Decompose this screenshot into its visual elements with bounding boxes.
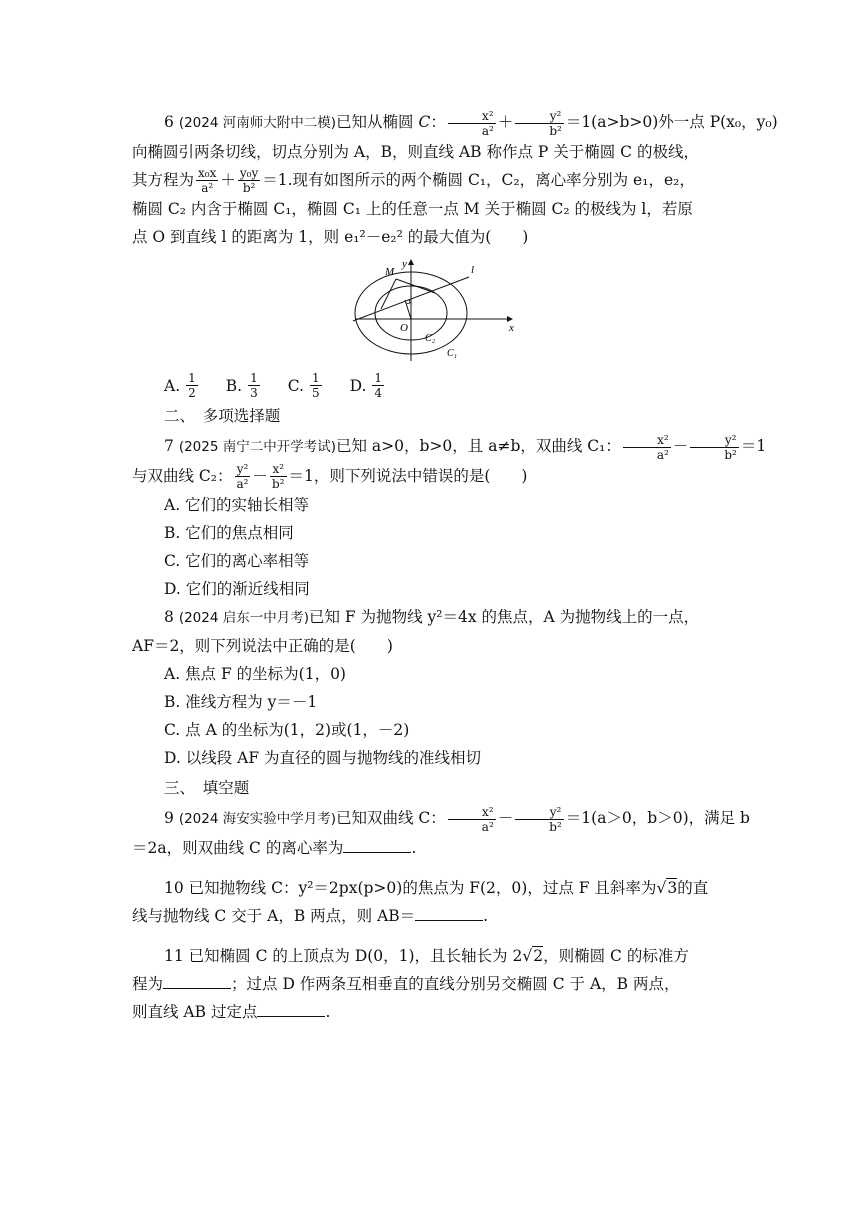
q6-colon: ： bbox=[430, 113, 446, 131]
q9-frac-1 bbox=[448, 805, 496, 834]
label-m: M bbox=[385, 266, 395, 278]
q6-condition: ＝1(a>b>0)外一点 bbox=[565, 113, 710, 131]
q9-minus: － bbox=[497, 809, 514, 827]
q6-text-1: 已知从椭圆 bbox=[336, 113, 419, 131]
q11-line-2-post: ；过点 D 作两条互相垂直的直线分别另交椭圆 C 于 A，B 两点， bbox=[231, 974, 680, 993]
choice-letter: D. bbox=[349, 376, 367, 395]
question-7 bbox=[132, 432, 767, 462]
q9-frac-2-num: y² bbox=[515, 805, 564, 820]
q7-frac-1 bbox=[623, 433, 671, 462]
q6-number: 6 bbox=[164, 113, 174, 131]
q11-text-1: 已知椭圆 C 的上顶点为 D(0，1)，且长轴长为 2 bbox=[188, 946, 523, 965]
q9-frac-1-num: x² bbox=[448, 805, 496, 820]
q9-line-2-text: ＝2a，则双曲线 C 的离心率为 bbox=[132, 838, 344, 857]
q11-answer-blank-2[interactable] bbox=[257, 1000, 325, 1017]
q6-polar-plus: ＋ bbox=[220, 170, 236, 189]
choice-letter: C. bbox=[287, 376, 304, 395]
q8-line-2: AF＝2，则下列说法中正确的是( ) bbox=[132, 637, 393, 655]
tangent-1 bbox=[381, 279, 396, 309]
choice-frac bbox=[186, 371, 198, 400]
q7-frac-3-num: y² bbox=[235, 462, 251, 477]
q9-text-2: ＝1(a＞0，b＞0)，满足 b bbox=[565, 809, 750, 827]
q7-line-2 bbox=[132, 462, 732, 492]
q6-line-2: 向椭圆引两条切线，切点分别为 A，B，则直线 AB 称作点 P 关于椭圆 C 的极线， bbox=[132, 142, 699, 161]
q6-choice-a[interactable] bbox=[164, 371, 200, 400]
label-o: O bbox=[400, 322, 408, 334]
q7-option-b[interactable]: B. 它们的焦点相同 bbox=[164, 524, 294, 542]
q8-option-d[interactable]: D. 以线段 AF 为直径的圆与抛物线的准线相切 bbox=[164, 749, 482, 767]
q7-number: 7 bbox=[164, 437, 174, 455]
q6-frac-y-den: b² bbox=[549, 123, 562, 138]
q10-number: 10 bbox=[164, 878, 184, 897]
choice-letter: B. bbox=[225, 376, 243, 395]
q10-text-1: 已知抛物线 C：y²＝2px(p>0)的焦点为 F(2，0)，过点 F 且斜率为 bbox=[188, 878, 657, 897]
q7-option-d[interactable]: D. 它们的渐近线相同 bbox=[164, 580, 310, 598]
q7-frac-3-den: a² bbox=[236, 477, 249, 491]
q6-frac-x bbox=[448, 109, 496, 138]
q7-minus-1: － bbox=[672, 437, 689, 455]
question-10: 10 已知抛物线 C：y²＝2px(p>0)的焦点为 F(2，0)，过点 F 且斜率为√3的直 bbox=[164, 878, 709, 897]
q7-frac-4-den: b² bbox=[272, 477, 285, 491]
q11-line-3-text: 则直线 AB 过定点 bbox=[132, 1002, 258, 1021]
q6-choices bbox=[132, 371, 732, 400]
q6-polar-num-2: y₀y bbox=[239, 166, 259, 180]
choice-frac bbox=[248, 371, 260, 400]
q6-line-4: 椭圆 C₂ 内含于椭圆 C₁，椭圆 C₁ 上的任意一点 M 关于椭圆 C₂ 的极线为 l，若原 bbox=[132, 200, 693, 218]
choice-den: 4 bbox=[374, 386, 383, 400]
q6-polar-den-2: b² bbox=[242, 181, 256, 195]
q7-frac-2 bbox=[690, 433, 739, 462]
question-6 bbox=[132, 108, 778, 138]
q7-frac-1-den: a² bbox=[656, 447, 669, 462]
q8-option-a[interactable]: A. 焦点 F 的坐标为(1，0) bbox=[164, 665, 346, 683]
q6-line-3 bbox=[132, 166, 732, 196]
q6-frac-x-num: x² bbox=[448, 109, 496, 124]
choice-den: 5 bbox=[311, 386, 320, 400]
q6-choice-c[interactable] bbox=[288, 371, 324, 400]
question-8 bbox=[132, 603, 732, 632]
q6-polar-num-1: x₀x bbox=[198, 166, 217, 180]
q11-sqrt-value: 2 bbox=[533, 946, 544, 965]
q9-number: 9 bbox=[164, 809, 174, 827]
q8-source: (2024 启东一中月考) bbox=[178, 610, 309, 626]
tangent-2 bbox=[396, 279, 435, 293]
label-c2: C₂ bbox=[425, 333, 436, 344]
q6-choice-b[interactable] bbox=[226, 371, 262, 400]
section-fill-in: 三、 填空题 bbox=[164, 779, 250, 797]
q7-eq: ＝1 bbox=[740, 437, 767, 455]
y-axis-arrow bbox=[408, 259, 414, 265]
q6-polar-den-1: a² bbox=[201, 181, 214, 195]
q11-number: 11 bbox=[164, 946, 184, 965]
q6-polar-frac-2 bbox=[238, 166, 260, 195]
q9-line-2 bbox=[132, 834, 732, 862]
q7-frac-1-num: x² bbox=[623, 433, 671, 448]
q11-text-2: ，则椭圆 C 的标准方 bbox=[543, 946, 689, 965]
choice-frac bbox=[372, 371, 384, 400]
question-9 bbox=[132, 804, 750, 834]
q9-frac-1-den: a² bbox=[481, 819, 494, 834]
q6-line-1 bbox=[132, 108, 778, 138]
choice-num: 1 bbox=[374, 371, 383, 385]
q7-frac-4-num: x² bbox=[270, 462, 287, 477]
q7-frac-4 bbox=[270, 462, 287, 491]
q9-line-2-end: . bbox=[411, 838, 417, 857]
label-y: y bbox=[402, 258, 407, 270]
choice-den: 3 bbox=[250, 386, 258, 400]
q9-text-1: 已知双曲线 C： bbox=[336, 809, 446, 827]
q6-plus: ＋ bbox=[497, 113, 514, 131]
q7-source: (2025 南宁二中开学考试) bbox=[178, 439, 336, 455]
q11-line-3 bbox=[132, 998, 732, 1026]
choice-den: 2 bbox=[188, 386, 196, 400]
label-x: x bbox=[509, 322, 514, 334]
worksheet-page bbox=[132, 108, 778, 1026]
q10-line-2 bbox=[132, 902, 732, 930]
q11-line-2-pre: 程为 bbox=[132, 974, 164, 993]
q6-source: (2024 河南师大附中二模) bbox=[178, 115, 336, 131]
q6-polar-frac-1 bbox=[196, 166, 218, 195]
q7-line-2-post: ＝1，则下列说法中错误的是( ) bbox=[288, 466, 528, 485]
q6-ellipse-var: C bbox=[418, 113, 431, 131]
q10-line-2-end: . bbox=[483, 906, 489, 925]
q7-frac-3 bbox=[235, 462, 251, 491]
q6-choice-d[interactable] bbox=[350, 371, 386, 400]
choice-num: 1 bbox=[188, 371, 196, 385]
q9-frac-2-den: b² bbox=[549, 819, 562, 834]
section-multiple-choice: 二、 多项选择题 bbox=[164, 407, 281, 425]
q9-frac-2 bbox=[515, 805, 564, 834]
q11-answer-blank-1[interactable] bbox=[163, 972, 231, 989]
q7-option-c[interactable]: C. 它们的离心率相等 bbox=[164, 552, 310, 570]
q6-frac-x-den: a² bbox=[481, 123, 494, 138]
label-l: l bbox=[471, 264, 475, 276]
q8-number: 8 bbox=[164, 608, 174, 626]
q9-source: (2024 海安实验中学月考) bbox=[178, 811, 336, 827]
choice-letter: A. bbox=[164, 376, 181, 395]
choice-num: 1 bbox=[250, 371, 258, 385]
q9-line-1 bbox=[132, 804, 750, 834]
q10-text-2: 的直 bbox=[677, 878, 709, 897]
choice-frac bbox=[310, 371, 322, 400]
q8-line-1: 已知 F 为抛物线 y²＝4x 的焦点，A 为抛物线上的一点， bbox=[309, 608, 700, 626]
q7-frac-2-den: b² bbox=[724, 447, 737, 462]
q6-line-3-post: ＝1.现有如图所示的两个椭圆 C₁，C₂，离心率分别为 e₁，e₂， bbox=[262, 170, 695, 189]
q7-line-1 bbox=[132, 432, 767, 462]
q7-line-2-pre: 与双曲线 C₂： bbox=[132, 466, 233, 485]
q6-frac-y-num: y² bbox=[515, 109, 564, 124]
q10-sqrt-value: 3 bbox=[667, 878, 678, 897]
q6-point: P(x₀，y₀) bbox=[709, 113, 778, 131]
q6-line-3-pre: 其方程为 bbox=[132, 170, 195, 189]
label-c1: C₁ bbox=[447, 348, 458, 359]
q9-answer-blank[interactable] bbox=[343, 836, 411, 853]
q8-option-b[interactable]: B. 准线方程为 y＝－1 bbox=[164, 693, 318, 711]
q6-line-5: 点 O 到直线 l 的距离为 1，则 e₁²－e₂² 的最大值为( ) bbox=[132, 228, 529, 246]
q7-frac-2-num: y² bbox=[690, 433, 739, 448]
q7-text-1: 已知 a>0，b>0，且 a≠b，双曲线 C₁： bbox=[336, 437, 621, 455]
q8-option-c[interactable]: C. 点 A 的坐标为(1，2)或(1，－2) bbox=[164, 721, 410, 739]
q11-line-2 bbox=[132, 970, 732, 998]
ellipse-figure bbox=[347, 257, 517, 367]
q6-frac-y bbox=[515, 109, 564, 138]
choice-num: 1 bbox=[311, 371, 320, 385]
q7-option-a[interactable]: A. 它们的实轴长相等 bbox=[164, 496, 310, 514]
q10-line-2-text: 线与抛物线 C 交于 A，B 两点，则 AB＝ bbox=[132, 906, 416, 925]
q11-line-3-end: . bbox=[325, 1002, 331, 1021]
q10-answer-blank[interactable] bbox=[415, 904, 483, 921]
q7-minus-2: － bbox=[252, 466, 268, 485]
question-11: 11 已知椭圆 C 的上顶点为 D(0，1)，且长轴长为 2√2，则椭圆 C 的标准方 bbox=[164, 946, 689, 965]
